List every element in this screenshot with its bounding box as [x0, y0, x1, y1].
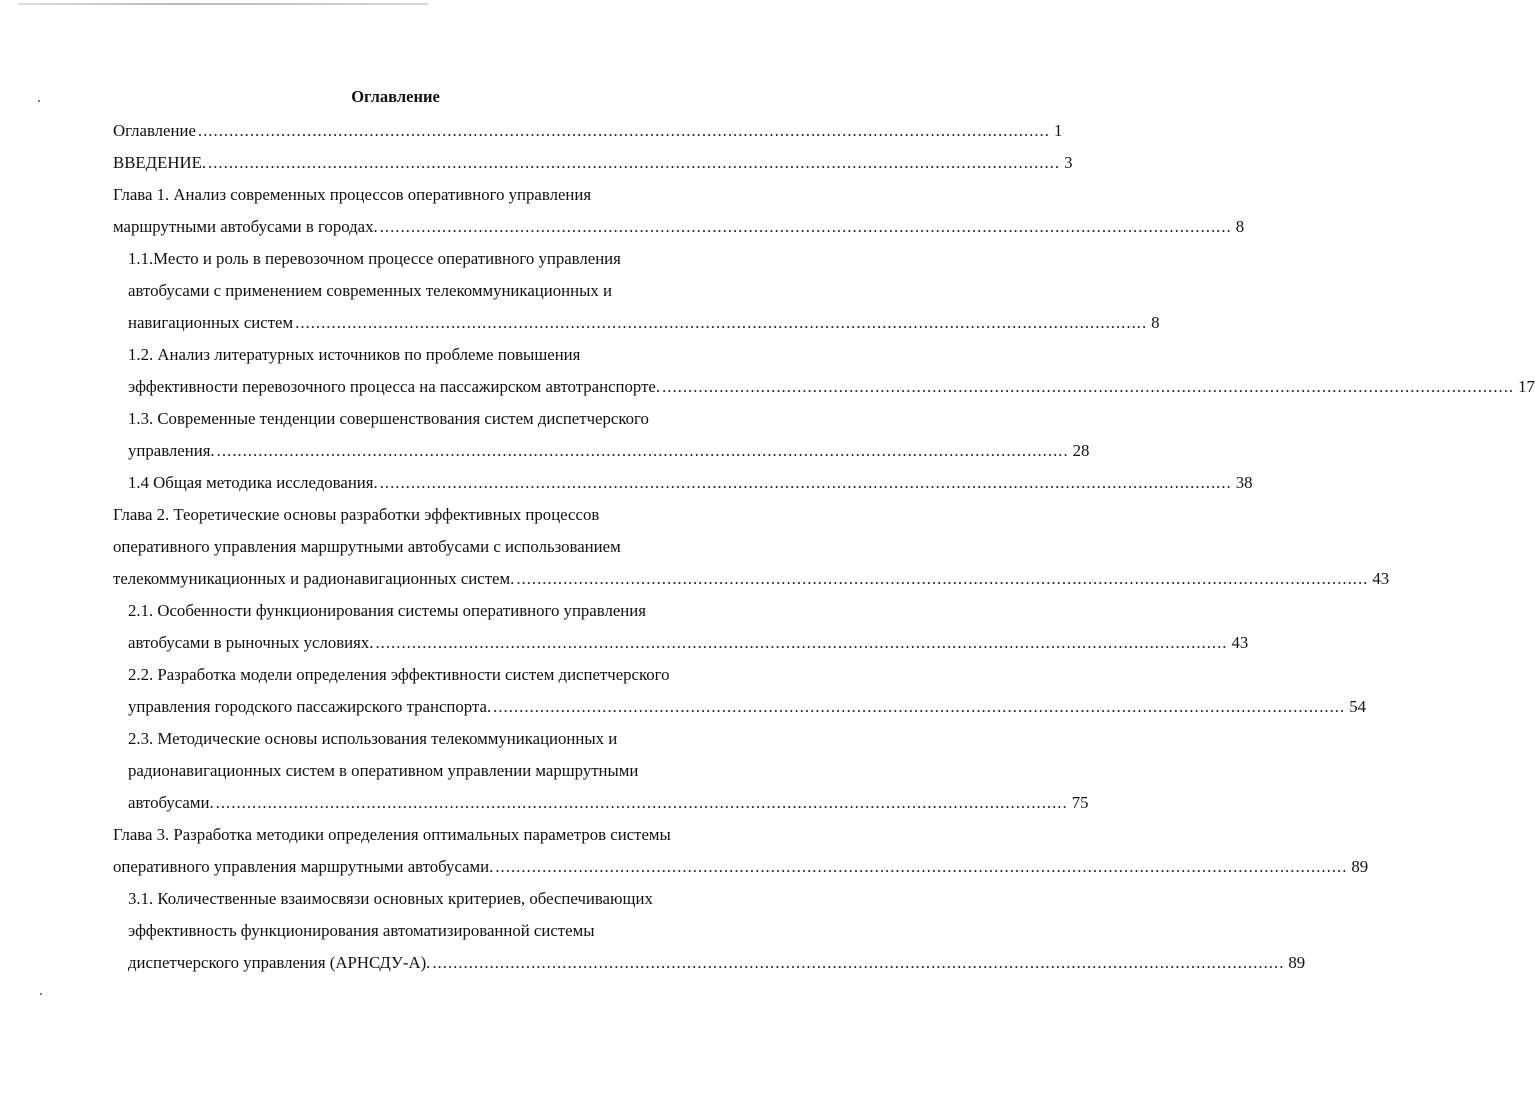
toc-entry[interactable] [113, 563, 1390, 595]
toc-entry-title: Оглавление [113, 121, 196, 140]
toc-entry-page: 8 [1151, 313, 1160, 332]
leader-dots: .................................................................................................................................................................... [432, 953, 1285, 972]
toc-entry-line[interactable]: 1.1.Место и роль в перевозочном процессе оперативного управления [128, 249, 621, 268]
toc-entry-line[interactable]: 3.1. Количественные взаимосвязи основных критериев, обеспечивающих [128, 889, 653, 908]
toc-entry-line[interactable]: 1.3. Современные тенденции совершенствования систем диспетчерского [128, 409, 649, 428]
toc-entry-page: 28 [1072, 441, 1090, 460]
leader-dots: .................................................................................................................................................................... [379, 473, 1232, 492]
toc-entry-title: ВВЕДЕНИЕ. [113, 153, 207, 172]
toc-entry-title: эффективности перевозочного процесса на пассажирском автотранспорте. [128, 377, 661, 396]
toc-entry[interactable] [113, 211, 1245, 243]
toc-entry-page: 38 [1235, 473, 1253, 492]
leader-dots: .................................................................................................................................................................... [493, 697, 1346, 716]
scan-edge-artifact [18, 3, 428, 5]
toc-entry-title: автобусами. [128, 793, 214, 812]
toc-entry-page: 89 [1288, 953, 1306, 972]
leader-dots: .................................................................................................................................................................... [215, 793, 1068, 812]
toc-entry-line[interactable]: радионавигационных систем в оперативном управлении маршрутными [128, 761, 639, 780]
toc-entry-title: оперативного управления маршрутными автобусами. [113, 857, 494, 876]
toc-entry-title: управления городского пассажирского транспорта. [128, 697, 492, 716]
toc-entry-title: управления. [128, 441, 215, 460]
toc-entry[interactable] [128, 307, 1160, 339]
toc-entry-title: 1.4 Общая методика исследования. [128, 473, 378, 492]
toc-entry[interactable] [128, 787, 1089, 819]
toc-entry-line[interactable]: Глава 2. Теоретические основы разработки эффективных процессов [113, 505, 600, 524]
toc-entry-page: 43 [1231, 633, 1249, 652]
toc-entry-title: автобусами в рыночных условиях. [128, 633, 374, 652]
toc-entry-page: 1 [1053, 121, 1063, 140]
toc-entry-line[interactable]: автобусами с применением современных телекоммуникационных и [128, 281, 612, 300]
toc-entry-title: маршрутными автобусами в городах. [113, 217, 378, 236]
toc-entry[interactable] [128, 947, 1306, 979]
toc-entry-page: 54 [1349, 697, 1366, 716]
toc-entry[interactable] [128, 371, 1535, 403]
scan-speck [40, 993, 42, 995]
toc-entry-page: 75 [1071, 793, 1089, 812]
leader-dots: .................................................................................................................................................................... [375, 633, 1228, 652]
toc-entry[interactable] [113, 115, 1063, 147]
toc-entry-line[interactable]: эффективность функционирования автоматизированной системы [128, 921, 595, 940]
leader-dots: .................................................................................................................................................................... [295, 313, 1148, 332]
page-title: Оглавление [351, 87, 440, 106]
toc-entry-page: 17 [1518, 377, 1535, 396]
toc-entry[interactable] [128, 467, 1253, 499]
toc-entry-line[interactable]: Глава 1. Анализ современных процессов оперативного управления [113, 185, 592, 204]
toc-entry-line[interactable]: 2.1. Особенности функционирования системы оперативного управления [128, 601, 646, 620]
toc-entry-line[interactable]: 2.2. Разработка модели определения эффективности систем диспетчерского [128, 665, 670, 684]
leader-dots: .................................................................................................................................................................... [379, 217, 1232, 236]
toc-entry[interactable] [128, 627, 1249, 659]
toc-entry-title: навигационных систем [128, 313, 294, 332]
toc-entry-title: телекоммуникационных и радионавигационных систем. [113, 569, 515, 588]
toc-entry-line[interactable]: Глава 3. Разработка методики определения оптимальных параметров системы [113, 825, 671, 844]
toc-entry[interactable] [128, 691, 1366, 723]
leader-dots: .................................................................................................................................................................... [495, 857, 1348, 876]
leader-dots: .................................................................................................................................................................... [216, 441, 1069, 460]
leader-dots: .................................................................................................................................................................... [516, 569, 1369, 588]
toc-entry-page: 8 [1235, 217, 1245, 236]
toc-entry-line[interactable]: 1.2. Анализ литературных источников по проблеме повышения [128, 345, 581, 364]
leader-dots: .................................................................................................................................................................... [208, 153, 1061, 172]
toc-entry-page: 89 [1351, 857, 1369, 876]
toc-entry-title: диспетчерского управления (АРНСДУ-А). [128, 953, 431, 972]
leader-dots: .................................................................................................................................................................... [662, 377, 1515, 396]
toc-entry-page: 43 [1372, 569, 1390, 588]
toc-entry-line[interactable]: 2.3. Методические основы использования телекоммуникационных и [128, 729, 618, 748]
toc-entry[interactable] [113, 851, 1369, 883]
toc-entry-page: 3 [1064, 153, 1073, 172]
toc-entry[interactable] [113, 147, 1073, 179]
toc-entry[interactable] [128, 435, 1090, 467]
leader-dots: .................................................................................................................................................................... [197, 121, 1050, 140]
toc-entry-line[interactable]: оперативного управления маршрутными автобусами с использованием [113, 537, 621, 556]
